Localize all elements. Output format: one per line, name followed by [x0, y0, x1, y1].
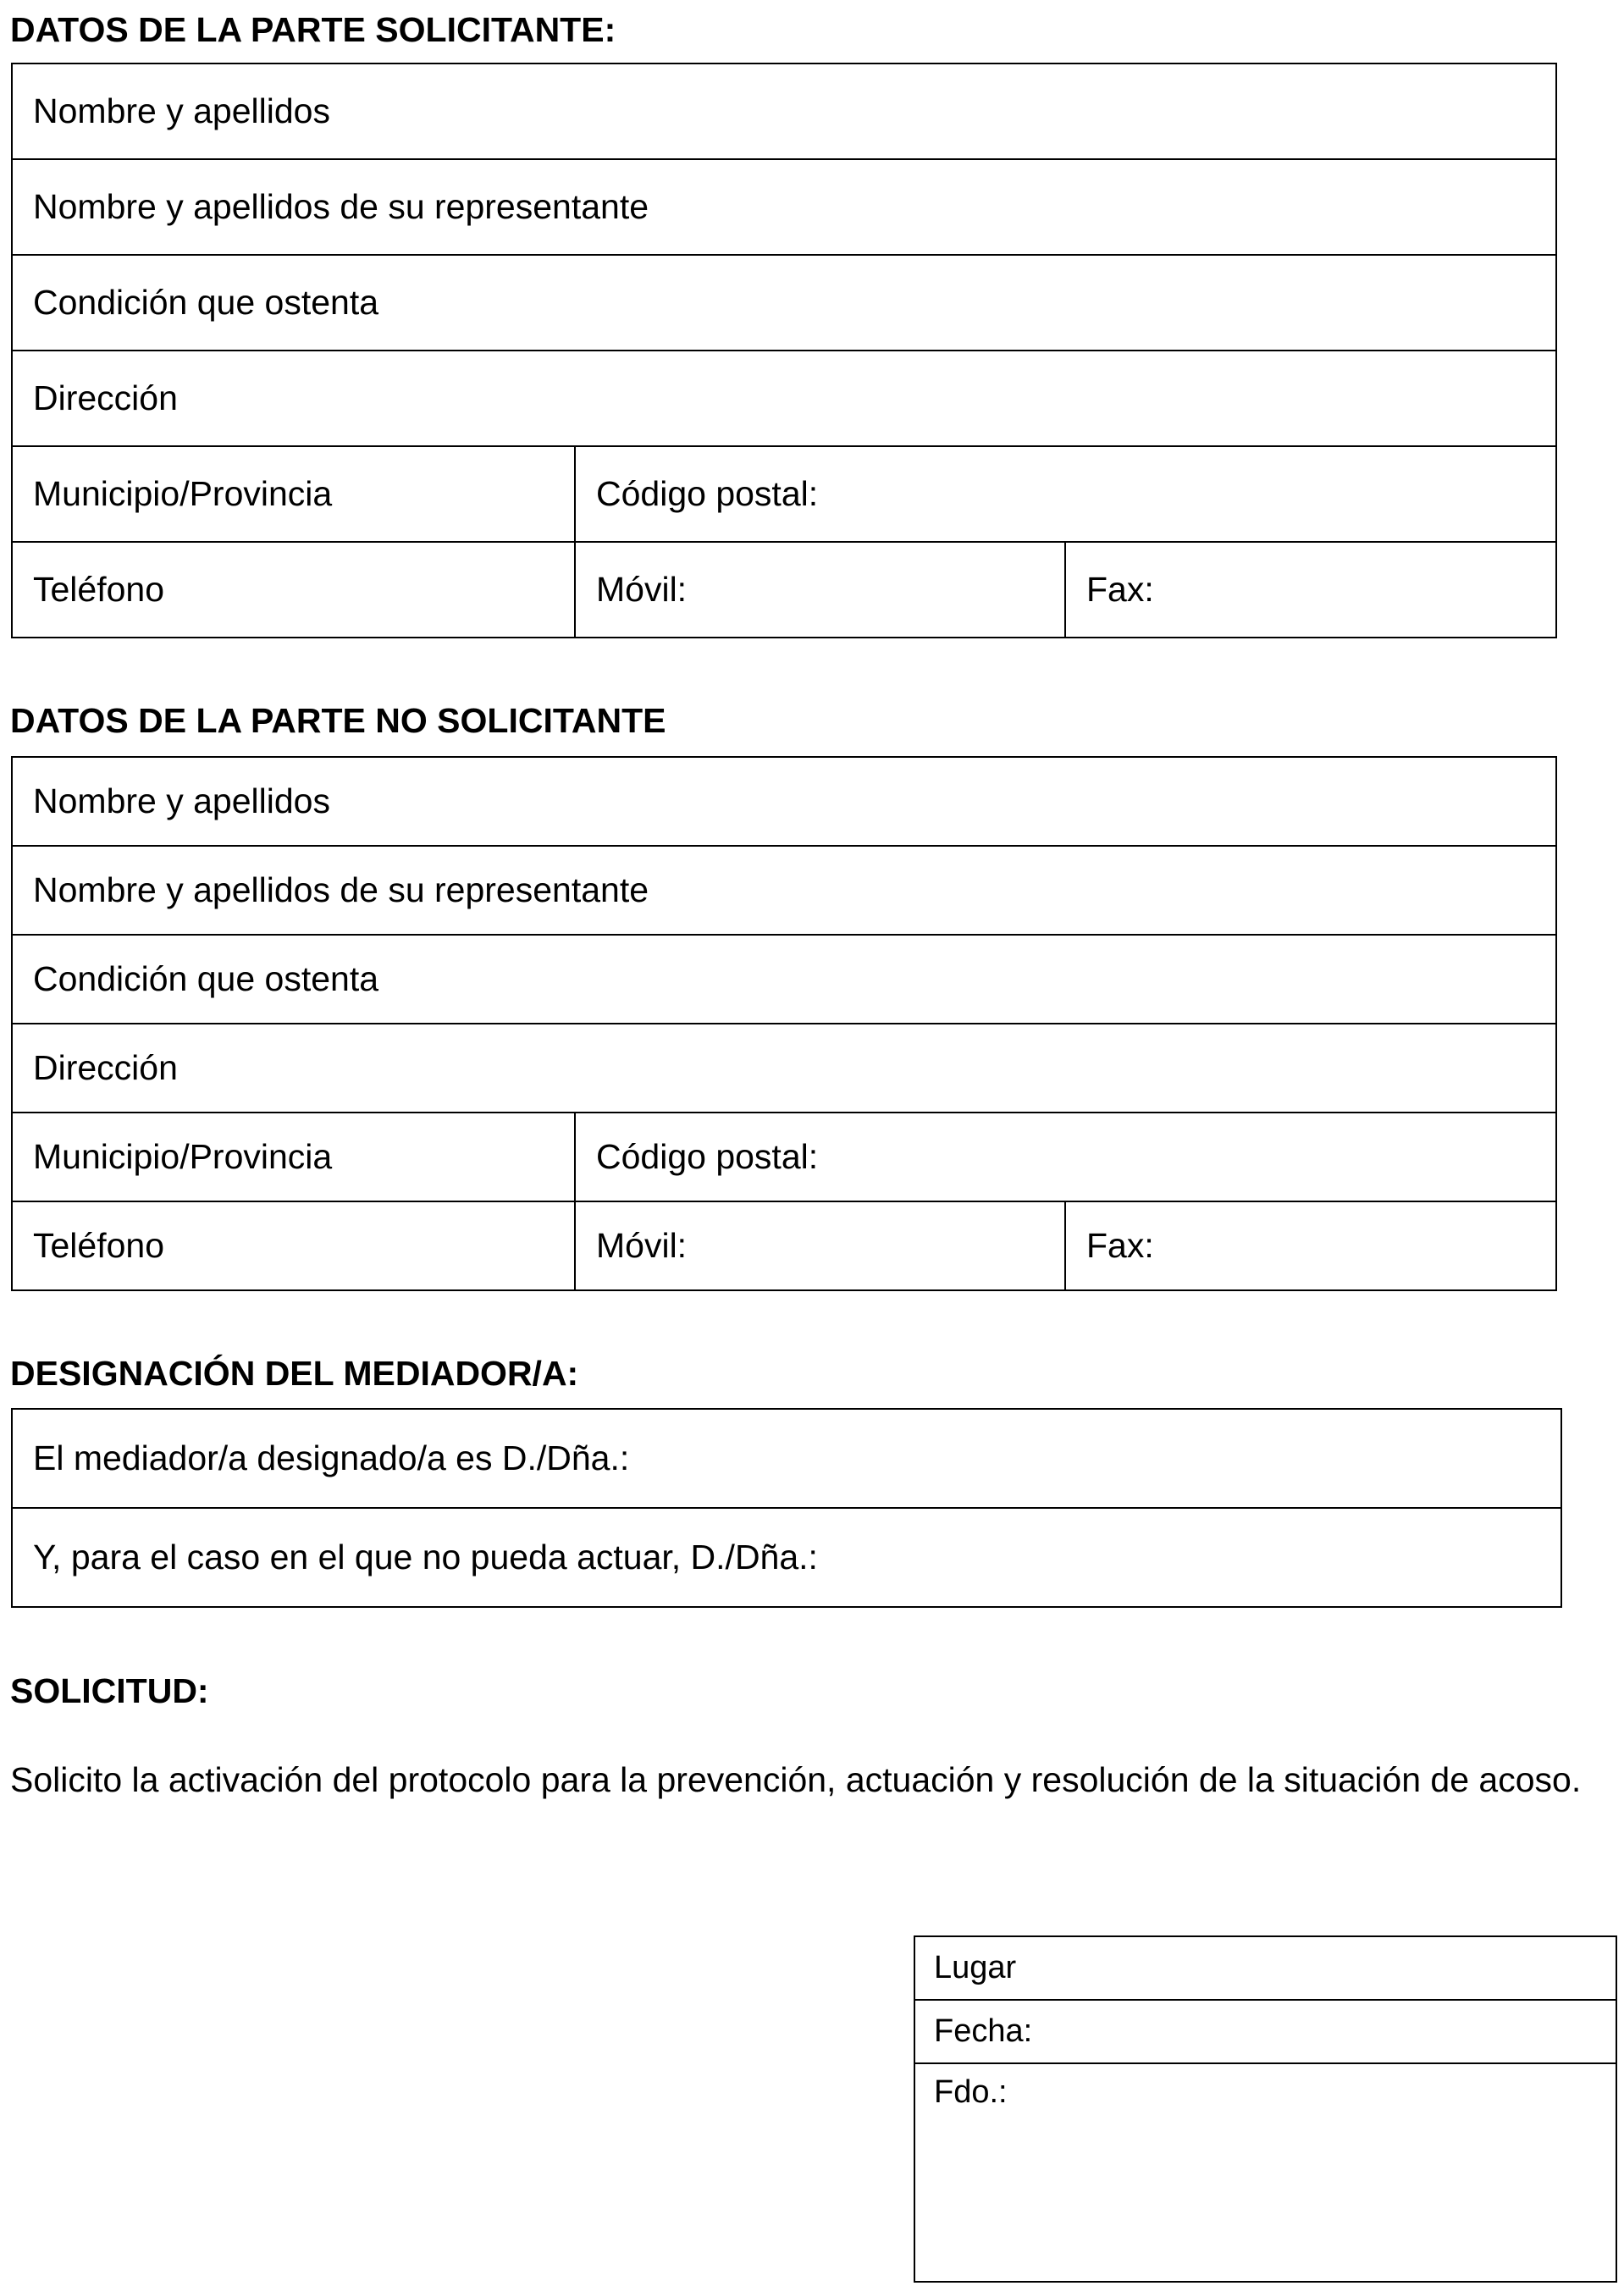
respondent-mobile-field[interactable]: Móvil:: [575, 1201, 1065, 1290]
applicant-full-name-field[interactable]: Nombre y apellidos: [12, 64, 1556, 159]
respondent-postal-code-field[interactable]: Código postal:: [575, 1113, 1556, 1201]
respondent-representative-field[interactable]: Nombre y apellidos de su representante: [12, 846, 1556, 935]
applicant-mobile-field[interactable]: Móvil:: [575, 542, 1065, 638]
respondent-fax-field[interactable]: Fax:: [1065, 1201, 1556, 1290]
respondent-address-field[interactable]: Dirección: [12, 1024, 1556, 1113]
applicant-fax-field[interactable]: Fax:: [1065, 542, 1556, 638]
request-text: Solicito la activación del protocolo para la prevención, actuación y resolución de la situación de acoso.: [10, 1760, 1582, 1799]
applicant-phone-field[interactable]: Teléfono: [12, 542, 575, 638]
respondent-phone-field[interactable]: Teléfono: [12, 1201, 575, 1290]
mediator-substitute-field[interactable]: Y, para el caso en el que no pueda actuar, D./Dña.:: [12, 1508, 1561, 1607]
applicant-table: [11, 63, 1557, 638]
applicant-representative-field[interactable]: Nombre y apellidos de su representante: [12, 159, 1556, 255]
request-heading: SOLICITUD:: [10, 1671, 209, 1710]
signature-signed-field[interactable]: Fdo.:: [914, 2063, 1616, 2282]
mediator-designated-field[interactable]: El mediador/a designado/a es D./Dña.:: [12, 1409, 1561, 1508]
applicant-condition-field[interactable]: Condición que ostenta: [12, 255, 1556, 351]
applicant-heading: DATOS DE LA PARTE SOLICITANTE:: [10, 10, 616, 49]
signature-table: [914, 1935, 1617, 2283]
applicant-address-field[interactable]: Dirección: [12, 351, 1556, 446]
applicant-municipality-field[interactable]: Municipio/Provincia: [12, 446, 575, 542]
signature-date-field[interactable]: Fecha:: [914, 2000, 1616, 2063]
mediator-table: [11, 1408, 1562, 1608]
respondent-condition-field[interactable]: Condición que ostenta: [12, 935, 1556, 1024]
respondent-full-name-field[interactable]: Nombre y apellidos: [12, 757, 1556, 846]
mediator-heading: DESIGNACIÓN DEL MEDIADOR/A:: [10, 1354, 579, 1393]
respondent-table: [11, 756, 1557, 1291]
signature-place-field[interactable]: Lugar: [914, 1936, 1616, 2000]
respondent-heading: DATOS DE LA PARTE NO SOLICITANTE: [10, 701, 666, 740]
respondent-municipality-field[interactable]: Municipio/Provincia: [12, 1113, 575, 1201]
applicant-postal-code-field[interactable]: Código postal:: [575, 446, 1556, 542]
